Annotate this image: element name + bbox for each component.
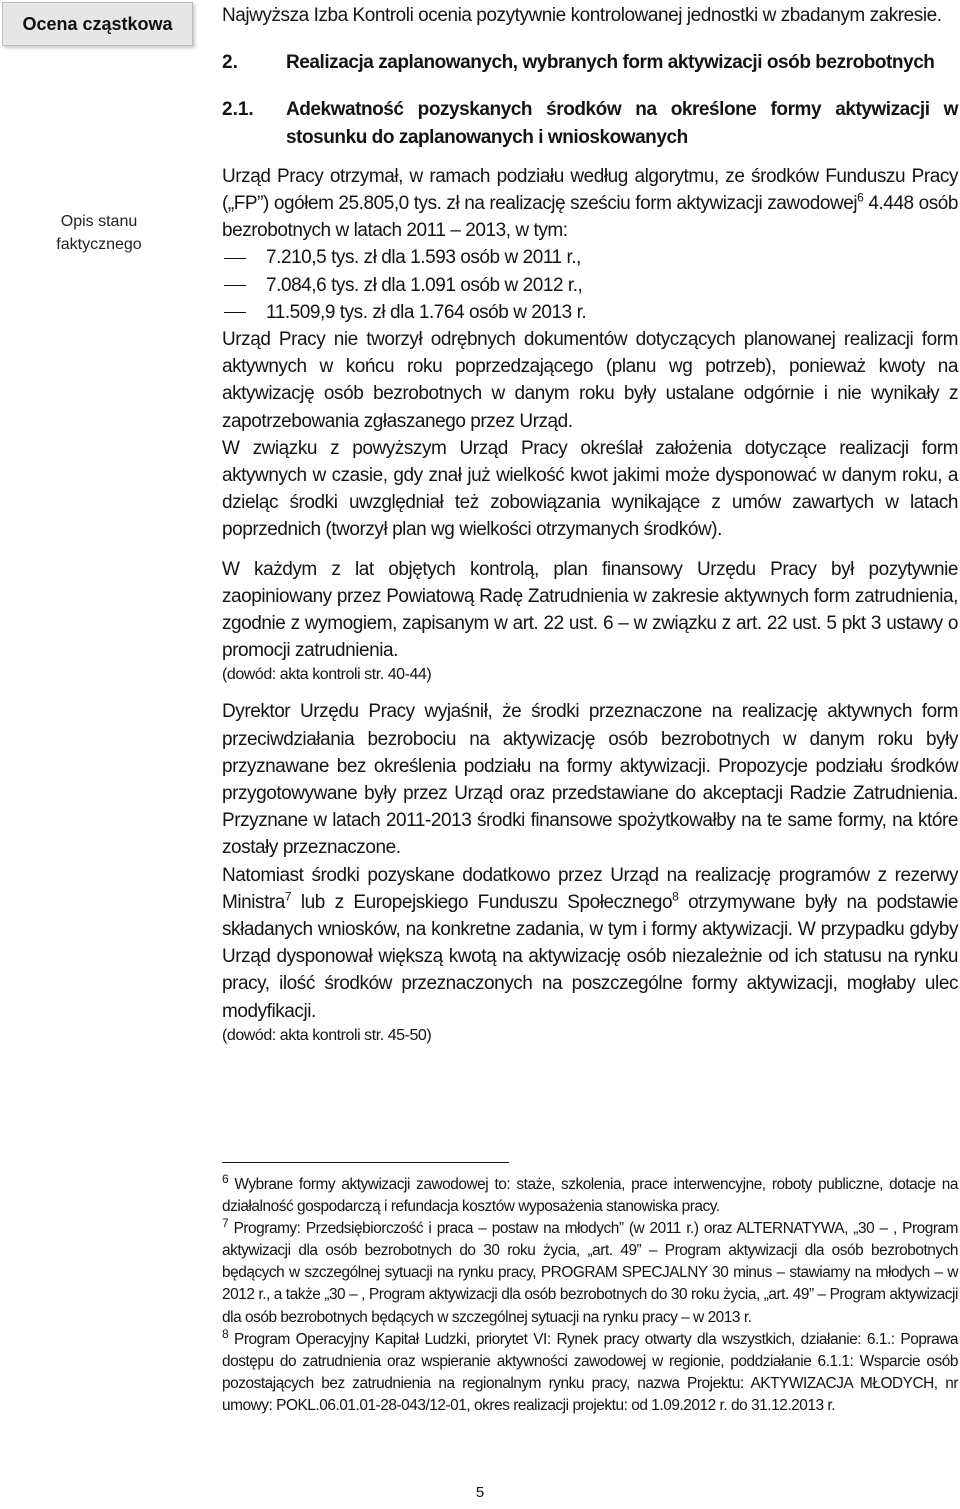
evidence-reference-2: (dowód: akta kontroli str. 45-50)	[222, 1026, 432, 1044]
list-item	[222, 244, 958, 271]
para1-text-a: Urząd Pracy otrzymał, w ramach podziału według algorytmu, ze środków Funduszu Pracy („FP”) ogółem 25.805,0 tys. zł na realizację sześciu form aktywizacji zawodowej	[222, 165, 958, 215]
section-2-1-title: Adekwatność pozyskanych środków na określone formy aktywizacji w stosunku do zaplanowanych i wnioskowanych	[286, 99, 958, 148]
main-content	[222, 2, 958, 1047]
footnotes	[222, 1171, 958, 1417]
list-item-text: 11.509,9 tys. zł dla 1.764 osób w 2013 r.	[266, 301, 587, 323]
yearly-funds-list	[222, 244, 958, 326]
para1-text-b: 4.448 osób bezrobotnych w latach 2011 – 2013, w tym:	[222, 193, 958, 242]
para6-text-c: otrzymywane były na podstawie składanych wniosków, na konkretne zadania, w tym i formy aktywizacji. W przypadku gdyby Urząd dysponował większą kwotą na aktywizację osób niezależnie od ich statusu na rynku pracy, ilość środków przeznaczonych na poszczególne formy aktywizacji, mogłaby ulec modyfikacji.	[222, 891, 959, 1022]
footnote-ref-6: 6	[857, 190, 864, 205]
paragraph-planning: W związku z powyższym Urząd Pracy określał założenia dotyczące realizacji form aktywnych w czasie, gdy znał już wielkość kwot jakimi może dysponować w danym roku, a dzieląc środki uwzględniał też zobowiązania wynikające z umów zawartych w latach poprzednich (tworzył plan wg wielkości otrzymanych środków).	[222, 437, 958, 541]
footnote-mark: 7	[222, 1216, 229, 1231]
list-item	[222, 299, 958, 326]
evidence-reference-1: (dowód: akta kontroli str. 40-44)	[222, 666, 432, 684]
intro-paragraph: Najwyższa Izba Kontroli ocenia pozytywnie kontrolowanej jednostki w zbadanym zakresie.	[222, 5, 942, 26]
list-item-text: 7.084,6 tys. zł dla 1.091 osób w 2012 r.,	[266, 274, 583, 296]
footnote-ref-8: 8	[672, 889, 679, 904]
footnote-6	[222, 1171, 958, 1218]
section-2-1-heading	[222, 96, 958, 150]
footnote-mark: 8	[222, 1326, 229, 1341]
side-label-line-1: Opis stanu	[60, 213, 138, 230]
section-2-title: Realizacja zaplanowanych, wybranych form aktywizacji osób bezrobotnych	[286, 52, 935, 74]
paragraph-fp-funds	[222, 163, 958, 245]
paragraph-director-explanation: Dyrektor Urzędu Pracy wyjaśnił, że środki przeznaczone na realizację aktywnych form przeciwdziałania bezrobociu na aktywizację osób bezrobotnych w danym roku były przyznawane bez określenia podziału na formy aktywizacji. Propozycje podziału środków przygotowywane były przez Urząd oraz przedstawiane do akceptacji Radzie Zatrudnienia. Przyznane w latach 2011-2013 środki finansowe spożytkowałby na te same formy, na które zostały przeznaczone.	[222, 701, 958, 859]
para6-text-b: lub z Europejskiego Funduszu Społecznego	[291, 891, 673, 913]
section-2-1-number: 2.1.	[222, 99, 254, 121]
footnote-text: Programy: Przedsiębiorczość i praca – postaw na młodych” (w 2011 r.) oraz ALTERNATYWA, „30 – , Program aktywizacji dla osób bezrobotnych do 30 roku życia, „art. 49” – Program aktywizacji dla osób bezrobotnych będących w szczególnej sytuacji na rynku pracy, PROGRAM SPECJALNY 30 minus – stawiamy na młodych – w 2012 r., a także „30 – , Program aktywizacji dla osób bezrobotnych do 30 roku życia, „art. 49” – Program aktywizacji dla osób bezrobotnych będących w szczególnej sytuacji na rynku pracy – w 2013 r.	[222, 1220, 958, 1326]
footnote-text: Wybrane formy aktywizacji zawodowej to: staże, szkolenia, prace interwencyjne, roboty publiczne, dotacje na działalność gospodarczą i refundacja kosztów wyposażenia stanowiska pracy.	[222, 1176, 958, 1216]
footnote-8	[222, 1326, 958, 1417]
side-label-line-2: faktycznego	[56, 236, 142, 253]
paragraph-financial-plan: W każdym z lat objętych kontrolą, plan finansowy Urzędu Pracy był pozytywnie zaopiniowany przez Powiatową Radę Zatrudnienia w zakresie aktywnych form zatrudnienia, zgodnie z wymogiem, zapisanym w art. 22 ust. 6 – w związku z art. 22 ust. 5 pkt 3 ustawy o promocji zatrudnienia.	[222, 558, 958, 662]
footnote-separator	[222, 1162, 509, 1163]
section-2-number: 2.	[222, 52, 238, 74]
assessment-tab	[2, 2, 193, 46]
section-2-heading	[222, 49, 958, 76]
footnote-ref-7: 7	[284, 889, 292, 904]
list-item-text: 7.210,5 tys. zł dla 1.593 osób w 2011 r.,	[266, 247, 581, 269]
paragraph-additional-funds	[222, 862, 958, 1025]
footnote-mark: 6	[222, 1171, 229, 1186]
para6-text-a: Natomiast środki pozyskane dodatkowo przez Urząd na realizację programów z rezerwy Ministra	[222, 864, 958, 913]
page-number: 5	[475, 1484, 485, 1501]
footnote-7	[222, 1218, 958, 1328]
paragraph-no-documents: Urząd Pracy nie tworzył odrębnych dokumentów dotyczących planowanej realizacji form aktywnych w końcu roku poprzedzającego (planu wg potrzeb), ponieważ kwoty na aktywizację osób bezrobotnych w danym roku były ustalane odgórnie i nie wynikały z zapotrzebowania zgłaszanego przez Urząd.	[222, 328, 958, 432]
assessment-tab-label: Ocena cząstkowa	[22, 13, 173, 34]
list-item	[222, 272, 958, 299]
footnote-text: Program Operacyjny Kapitał Ludzki, priorytet VI: Rynek pracy otwarty dla wszystkich, działanie: 6.1.: Poprawa dostępu do zatrudnienia oraz wspieranie aktywności zawodowej w regionie, poddziałanie 6.1.1: Wsparcie osób pozostających bez zatrudnienia na regionalnym rynku pracy, nazwa Projektu: AKTYWIZACJA MŁODYCH, nr umowy: POKL.06.01.01-28-043/12-01, okres realizacji projektu: od 1.09.2012 r. do 31.12.2013 r.	[222, 1330, 958, 1414]
section-side-label	[0, 210, 198, 256]
